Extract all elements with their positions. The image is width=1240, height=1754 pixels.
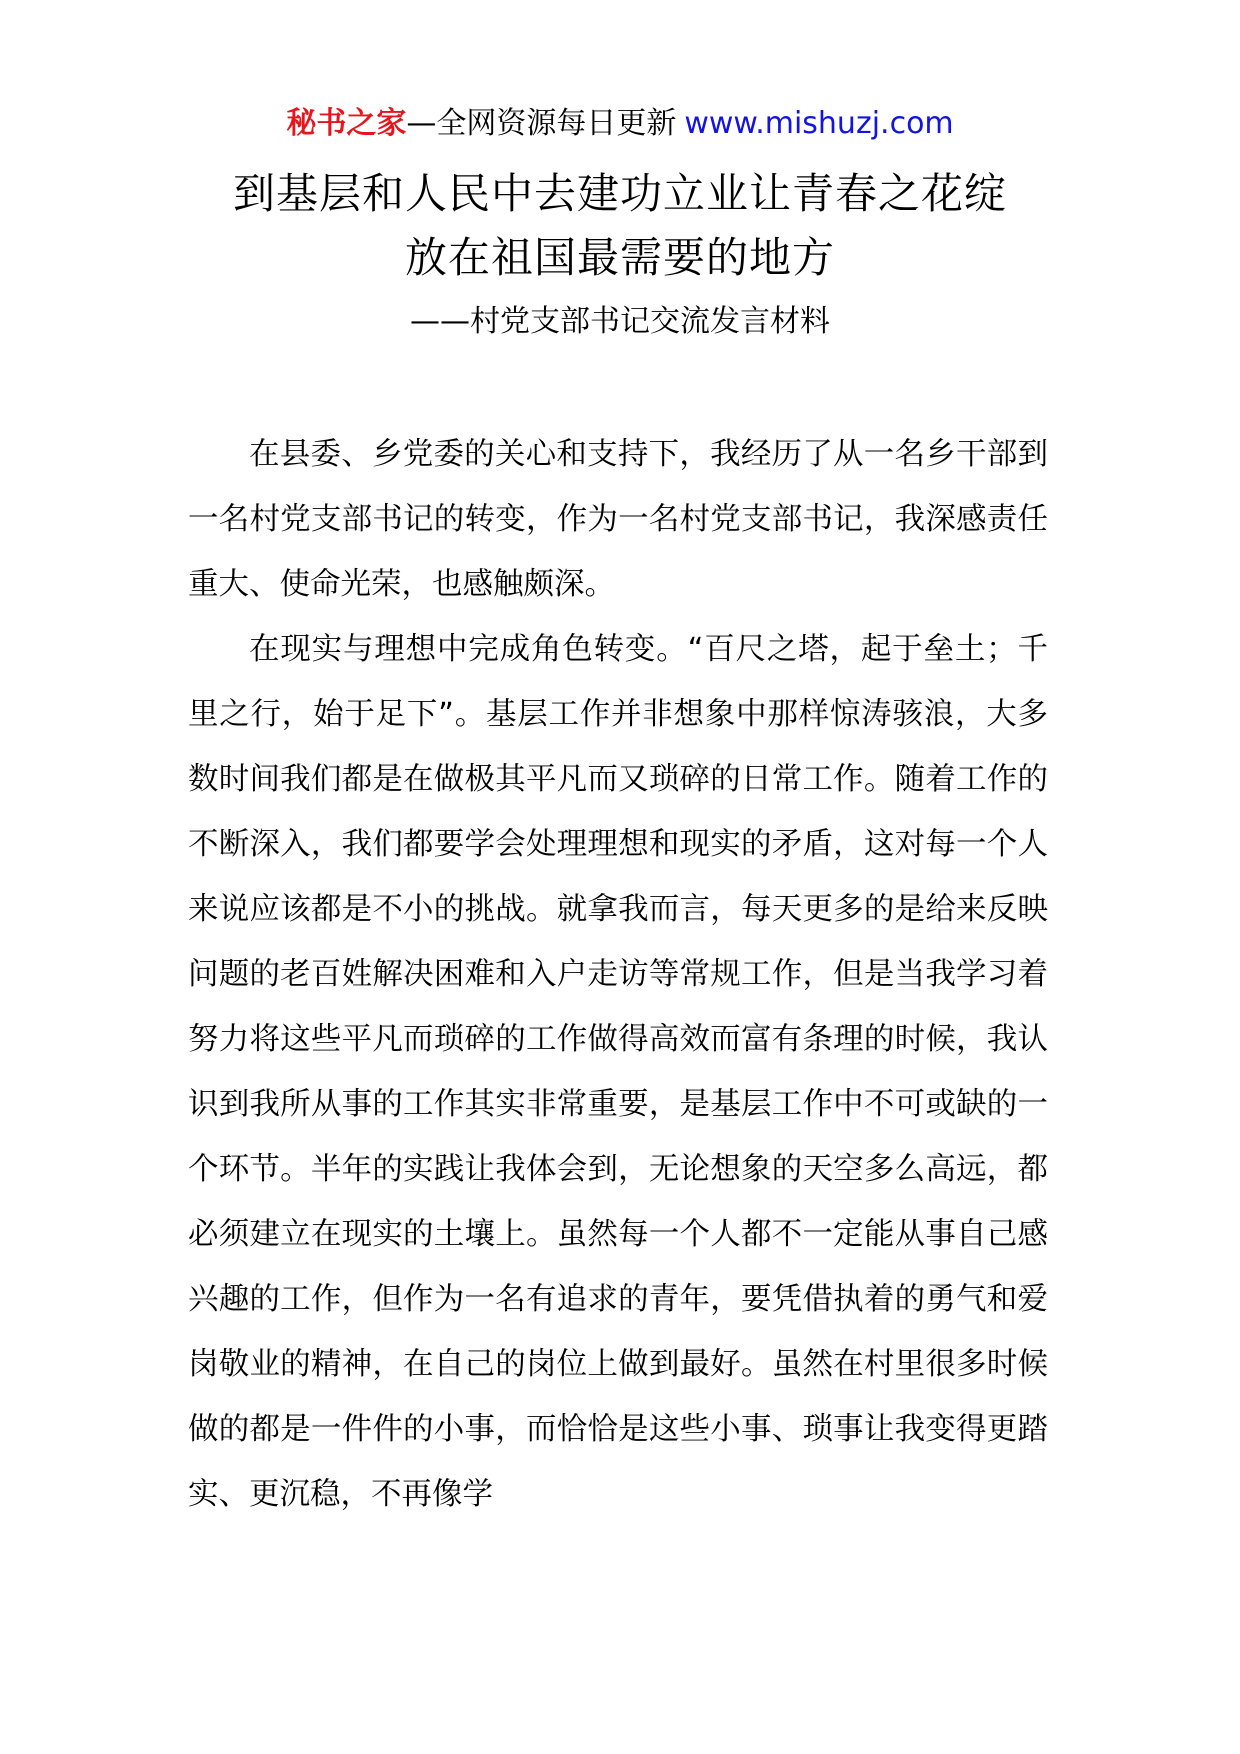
site-url-link[interactable]: www.mishuzj.com <box>684 106 954 141</box>
paragraph-1: 在县委、乡党委的关心和支持下，我经历了从一名乡干部到一名村党支部书记的转变，作为一名村党支部书记，我深感责任重大、使命光荣，也感触颇深。 <box>188 437 1048 602</box>
paragraph-2: 在现实与理想中完成角色转变。“百尺之塔，起于垒土；千里之行，始于足下”。基层工作并非想象中那样惊涛骇浪，大多数时间我们都是在做极其平凡而又琐碎的日常工作。随着工作的不断深入，我们都要学会处理理想和现实的矛盾，这对每一个人来说应该都是不小的挑战。就拿我而言，每天更多的是给来反映问题的老百姓解决困难和入户走访等常规工作，但是当我学习着努力将这些平凡而琐碎的工作做得高效而富有条理的时候，我认识到我所从事的工作其实非常重要，是基层工作中不可或缺的一个环节。半年的实践让我体会到，无论想象的天空多么高远，都必须建立在现实的土壤上。虽然每一个人都不一定能从事自己感兴趣的工作，但作为一名有追求的青年，要凭借执着的勇气和爱岗敬业的精神，在自己的岗位上做到最好。虽然在村里很多时候做的都是一件件的小事，而恰恰是这些小事、琐事让我变得更踏实、更沉稳，不再像学 <box>188 632 1048 1512</box>
title-line-1: 到基层和人民中去建功立业让青春之花绽 <box>232 169 1007 218</box>
document-subtitle: ——村党支部书记交流发言材料 <box>410 304 830 339</box>
document-body <box>188 422 1048 1527</box>
document-title <box>190 162 1050 290</box>
header-tagline: —全网资源每日更新 <box>406 106 677 141</box>
site-header <box>0 100 1240 148</box>
brand-name: 秘书之家 <box>286 106 407 141</box>
title-line-2: 放在祖国最需要的地方 <box>404 233 835 282</box>
